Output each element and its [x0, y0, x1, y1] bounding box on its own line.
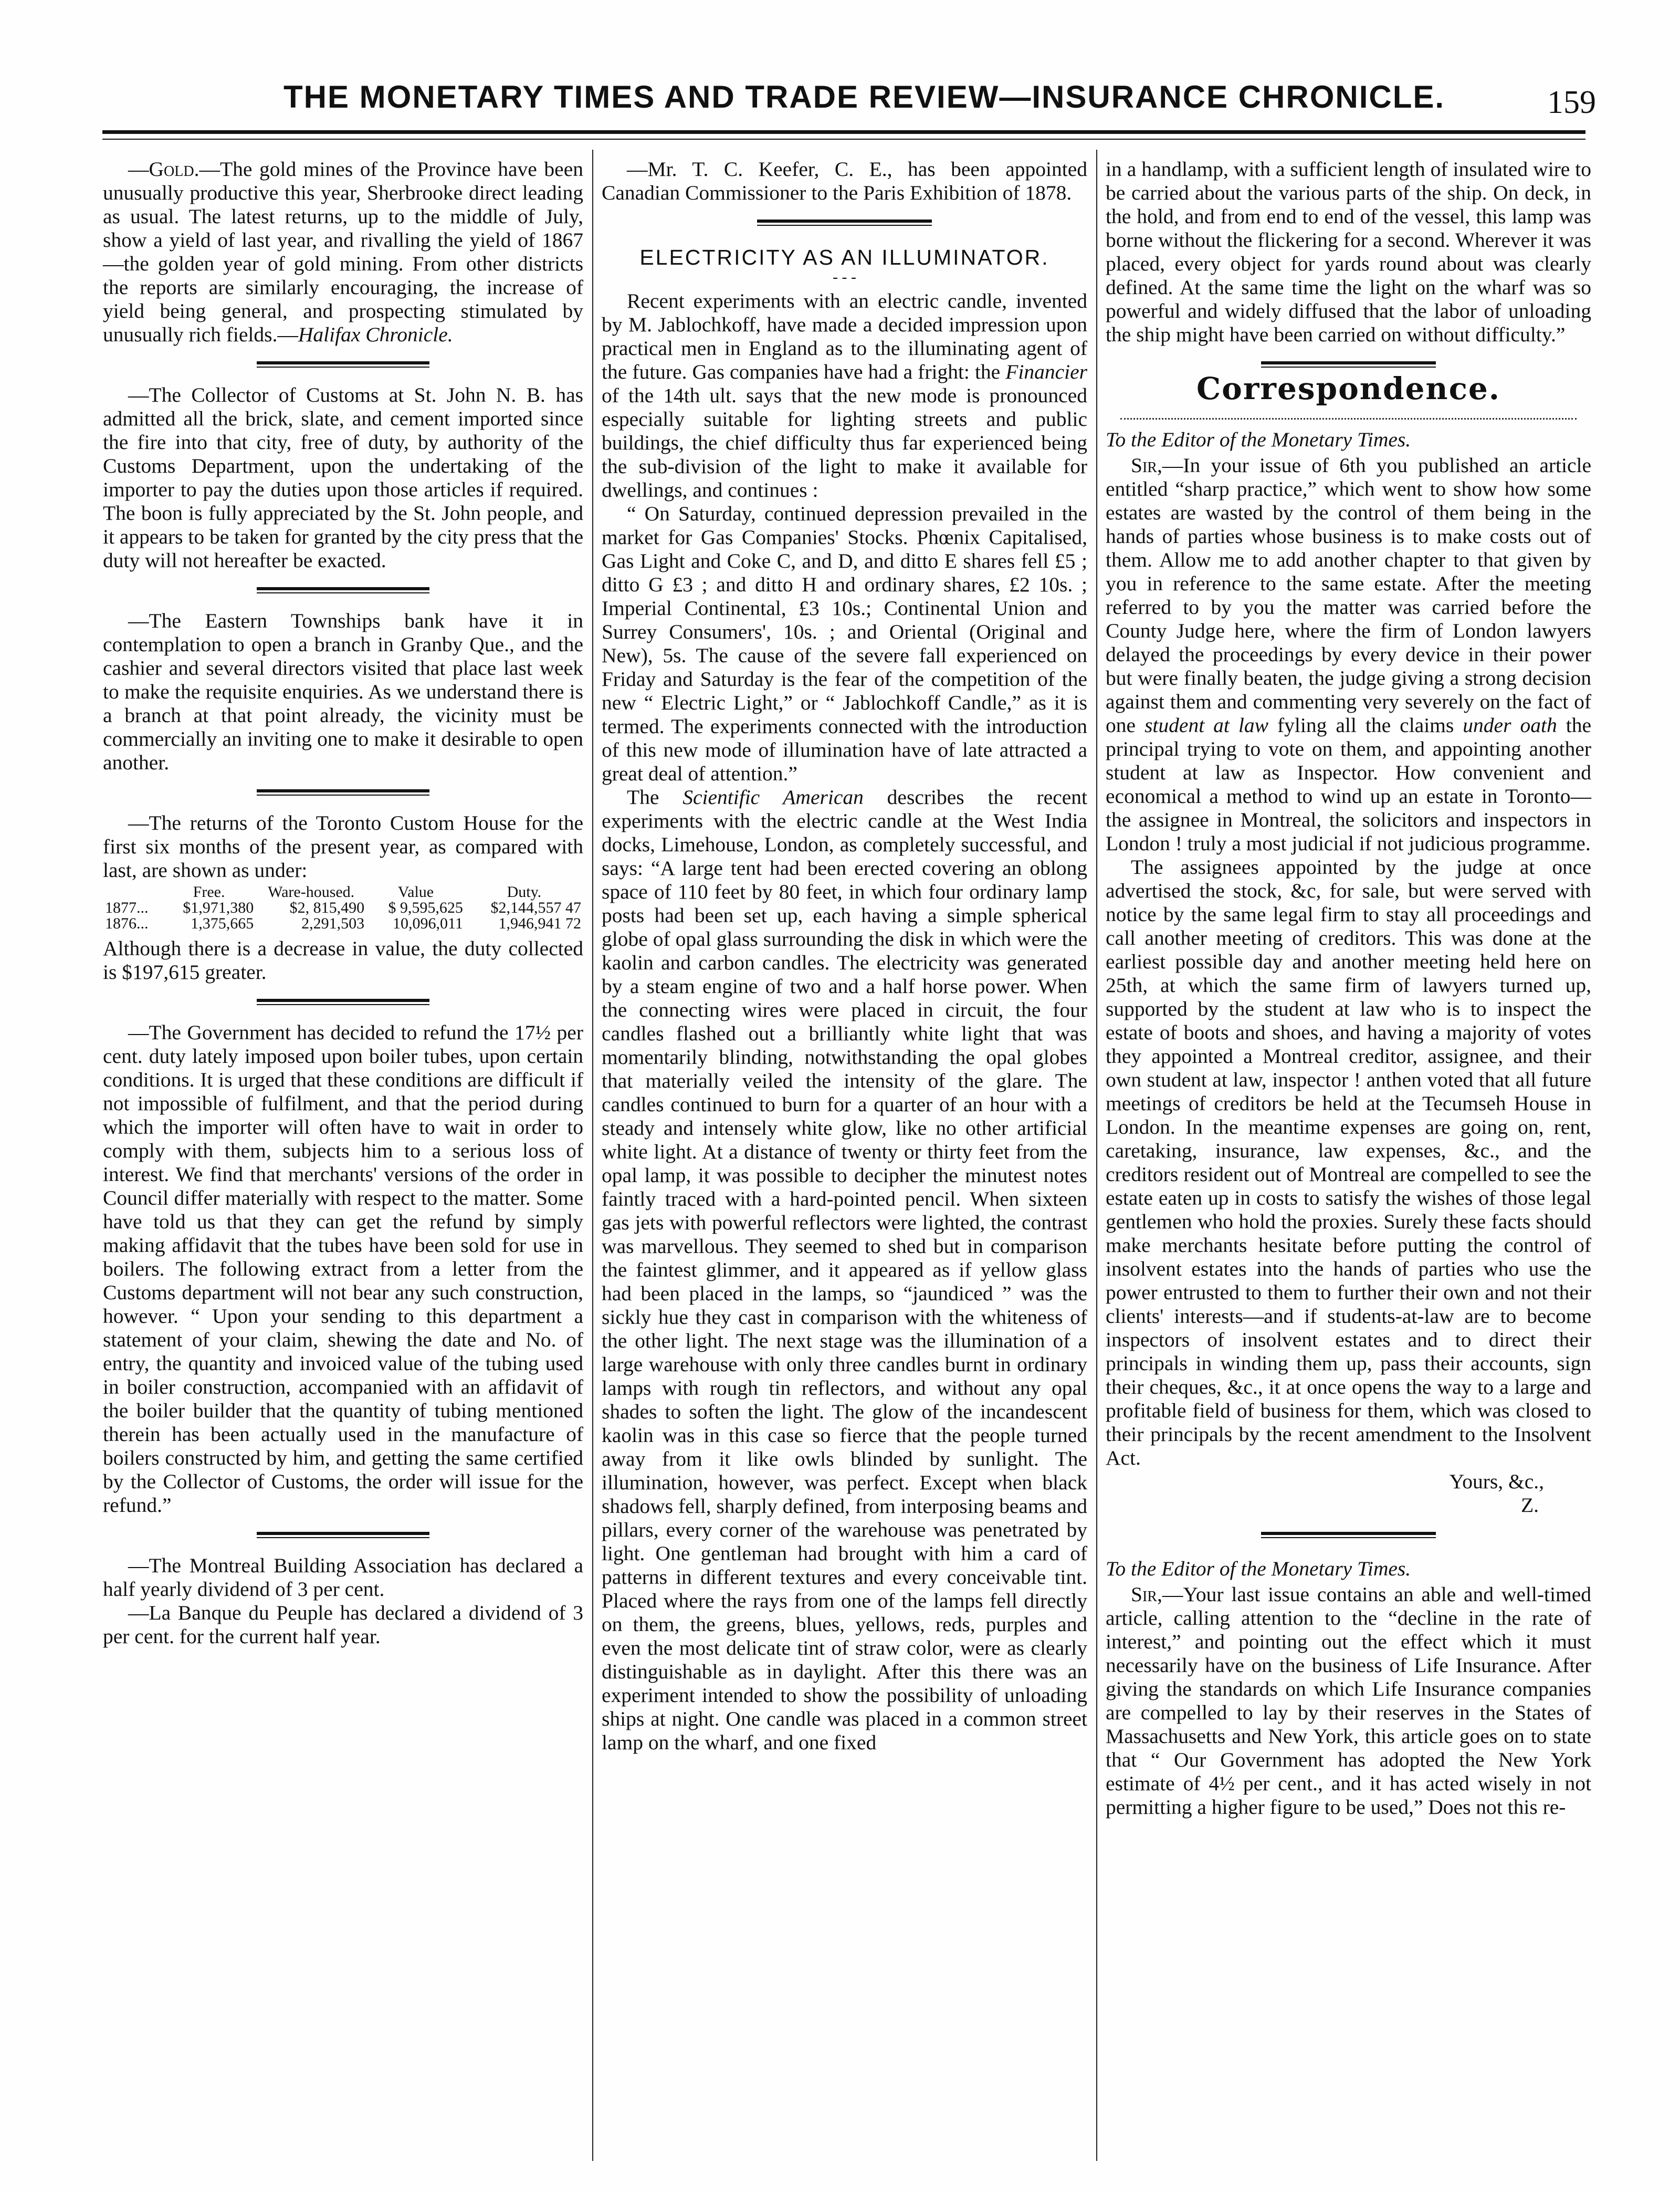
separator-rule	[1106, 1517, 1591, 1554]
separator-rule	[103, 347, 583, 383]
table-row	[103, 916, 583, 932]
gold-lead: —Gold.	[128, 158, 200, 181]
table-header	[103, 884, 162, 900]
text-run: —Your last issue contains an able and well-timed article, calling attention to the “decline in the rate of interest,” and pointing out the effect which it must necessarily have on the business of Life Insurance. After giving the standards on which Life Insurance companies are compelled to lay by their reserves in the States of Massachusetts and New York, this article goes on to state that “ Our Government has adopted the New York estimate of 4½ per cent., and it has acted wisely in not permitting a higher figure to be used,” Does not this re-	[1106, 1583, 1591, 1819]
separator-rule	[1106, 347, 1591, 362]
heading-ornament	[1120, 410, 1577, 420]
separator-rule	[103, 1517, 583, 1554]
column-1	[103, 158, 583, 1648]
table-cell: 10,096,011	[392, 915, 463, 932]
separator-rule	[103, 984, 583, 1021]
customs-stjohn-item: —The Collector of Customs at St. John N. B. has admitted all the brick, slate, and cement imported since the fire into that city, free of duty, by authority of the Customs Department, upon the undertaking of the importer to pay the duties upon those articles if required. The boon is fully appreciated by the St. John people, and it appears to be taken for granted by the city press that the duty will not hereafter be exacted.	[103, 383, 583, 572]
text-run: The	[627, 786, 683, 809]
montreal-building-item: —The Montreal Building Association has declared a half yearly dividend of 3 per cent.	[103, 1554, 583, 1601]
toronto-returns-note: Although there is a decrease in value, the duty collected is $197,615 greater.	[103, 937, 583, 984]
publication-title: THE MONETARY TIMES AND TRADE REVIEW—INSURANCE CHRONICLE.	[284, 79, 1445, 114]
gold-text: —The gold mines of the Province have been unusually productive this year, Sherbrooke direct leading as usual. The latest returns, up to the middle of July, show a yield of last year, and rivalling the yield of 1867—the golden year of gold mining. From other districts the reports are similarly encouraging, the increase of yield being general, and prospecting stimulated by unusually rich fields.—	[103, 158, 583, 346]
table-cell: 1877...	[105, 899, 149, 916]
financier-quote: “ On Saturday, continued depression prevailed in the market for Gas Companies' Stocks. Phœnix Capitalised, Gas Light and Coke C, and D, and ditto E shares fell £5 ; ditto G £3 ; and ditto H and ordinary shares, £2 10s. ; Imperial Continental, £3 10s.; Continental Union and Surrey Consumers', 10s. ; and Oriental (Original and New), 5s. The cause of the severe fall experienced on Friday and Saturday is the fear of the competition of the new “ Electric Light,” or “ Jablochkoff Candle,” as it is termed. The experiments connected with the introduction of this new mode of illumination have of late attracted a great deal of attention.”	[602, 502, 1087, 785]
gold-item	[103, 158, 583, 347]
boiler-refund-item: —The Government has decided to refund the 17½ per cent. duty lately imposed upon boiler tubes, upon certain conditions. It is urged that these conditions are difficult if not impossible of fulfilment, and that the period during which the importer will often have to wait in order to comply with them, subjects him to a serious loss of interest. We find that merchants' versions of the order in Council differ materially with respect to the matter. Some have told us that they can get the refund by simply making affidavit that the tubes have been sold for use in boilers. The following extract from a letter from the Customs department will not bear any such construction, however. “ Upon your sending to this department a statement of your claim, shewing the date and No. of entry, the quantity and invoiced value of the tubing used in boiler construction, accompanied with an affidavit of the boiler builder that the quantity of tubing mentioned therein has been actually used in the manufacture of boilers constructed by him, and getting the same certified by the Collector of Customs, the order will issue for the refund.”	[103, 1021, 583, 1517]
table-cell: $ 9,595,625	[388, 899, 463, 916]
editor-address-1: To the Editor of the Monetary Times.	[1106, 428, 1411, 451]
letter-1-paragraph-1	[1106, 454, 1591, 855]
toronto-returns-item: —The returns of the Toronto Custom House for the first six months of the present year, as compared with last, are shown as under:	[103, 811, 583, 882]
table-header: Value	[397, 883, 434, 901]
text-run: —In your issue of 6th you published an article entitled “sharp practice,” which went to show how some estates are wasted by the control of them being in the hands of parties whose business is to make costs out of them. Allow me to add another chapter to that given by you in reference to the same estate. After the meeting referred to by you the matter was carried before the County Judge here, where the firm of London lawyers delayed the proceedings by every device in their power but were finally beaten, the judge giving a strong decision against them and commenting very severely on the fact of one	[1106, 454, 1591, 737]
electricity-section-title: ELECTRICITY AS AN ILLUMINATOR.	[639, 245, 1049, 269]
banque-peuple-item: —La Banque du Peuple has declared a dividend of 3 per cent. for the current half year.	[103, 1601, 583, 1648]
column-divider-2	[1096, 150, 1097, 2161]
text-run: fyling all the claims	[1268, 714, 1463, 737]
table-header: Duty.	[507, 883, 542, 901]
table-cell: $1,971,380	[183, 899, 254, 916]
correspondence-heading: Correspondence.	[1196, 371, 1500, 406]
electricity-paragraph-1	[602, 289, 1087, 502]
header-rule-thick	[102, 130, 1586, 134]
emphasis: under oath	[1463, 714, 1557, 737]
table-header-row	[103, 884, 583, 900]
gold-source: Halifax Chronicle.	[298, 323, 453, 346]
column-3	[1106, 158, 1591, 1819]
section-dash: - - -	[833, 268, 856, 286]
salutation: Sir,	[1131, 1583, 1162, 1606]
electricity-paragraph-2	[602, 786, 1087, 1755]
letter-1-closing: Yours, &c.,	[1449, 1470, 1544, 1493]
electricity-continuation: in a handlamp, with a sufficient length of insulated wire to be carried about the various parts of the ship. On deck, in the hold, and from end to end of the vessel, this lamp was borne without the flickering for a second. Wherever it was placed, every object for yards round about was clearly defined. At the same time the light on the wharf was so powerful and widely diffused that the labor of unloading the ship might have been carried on without difficulty.”	[1106, 158, 1591, 346]
separator-rule	[602, 205, 1087, 242]
emphasis: student at law	[1144, 714, 1268, 737]
table-cell: 2,291,503	[301, 915, 365, 932]
column-divider-1	[592, 150, 593, 2161]
table-header: Free.	[193, 883, 225, 901]
header-rule-thin	[102, 139, 1586, 140]
keefer-item: —Mr. T. C. Keefer, C. E., has been appointed Canadian Commissioner to the Paris Exhibition of 1878.	[602, 158, 1087, 204]
financier-title: Financier	[1005, 360, 1087, 383]
eastern-townships-item: —The Eastern Townships bank have it in contemplation to open a branch in Granby Que., and the cashier and several directors visited that place last week to make the requisite enquiries. As we understand there is a branch at that point already, the vicinity must be commercially an inviting one to make it desirable to open another.	[103, 609, 583, 774]
table-cell: $2,144,557 47	[490, 899, 581, 916]
letter-1-signature: Z.	[1520, 1494, 1539, 1517]
table-header: Ware-housed.	[268, 883, 355, 901]
separator-rule	[103, 572, 583, 609]
letter-1-paragraph-2: The assignees appointed by the judge at once advertised the stock, &c, for sale, but were served with notice by the same legal firm to stay all proceedings and call another meeting of creditors. This was done at the earliest possible day and another meeting held here on 25th, at which the same firm of lawyers turned up, supported by the student at law who is to inspect the estate of boots and shoes, and having a majority of votes they appointed a Montreal creditor, assignee, and their own student at law, inspector ! anthen voted that all future meetings of creditors be held at the Tecumseh House in London. In the meantime expenses are going on, rent, caretaking, insurance, law expenses, &c., and the creditors resident out of Montreal are compelled to see the estate eaten up in costs to satisfy the wishes of those legal gentlemen who hold the proxies. Surely these facts should make merchants hesitate before putting the control of insolvent estates into the hands of parties who use the power entrusted to them to further their own and not their clients' interests—and if students-at-law are to become inspectors of insolvent estates and to direct their principals in winding them up, pass their accounts, sign their cheques, &c., it at once opens the way to a large and profitable field of business for them, which was closed to their principals by the recent amendment to the Insolvent Act.	[1106, 855, 1591, 1469]
text-run: describes the recent experiments with the electric candle at the West India docks, Limehouse, London, as completely successful, and says: “A large tent had been erected covering an oblong space of 110 feet by 80 feet, in which four ordinary lamp posts had been set up, each having a simple spherical globe of opal glass surrounding the disk in which were the kaolin and carbon candles. The electricity was generated by a steam engine of two and a half horse power. When the connecting wires were placed in circuit, the four candles flashed out a brilliantly white light that was momentarily blinding, notwithstanding the opal globes that materially veiled the intensity of the glare. The candles continued to burn for a quarter of an hour with a steady and intensely white glow, like no other artificial white light. At a distance of twenty or thirty feet from the opal lamp, it was possible to decipher the minutest notes faintly traced with a hard-pointed pencil. When sixteen gas jets with powerful reflectors were lighted, the contrast was marvellous. They seemed to shed but in comparison the faintest glimmer, and it appeared as if yellow glass had been placed in the lamps, so “jaundiced ” was the sickly hue they cast in comparison with the whiteness of the other light. The next stage was the illumination of a large warehouse with only three candles burnt in ordinary lamps with rough tin reflectors, and without any opal shades to soften the light. The glow of the incandescent kaolin was in this case so fierce that the people turned away from it like owls blinded by sunlight. The illumination, however, was perfect. Except when black shadows fell, sharply defined, from interposing beams and pillars, every corner of the warehouse was penetrated by light. One gentleman had brought with him a card of patterns in different textures and every conceivable tint. Placed where the rays from one of the lamps fell directly on them, the greens, blues, yellows, reds, purples and even the most delicate tint of straw color, were as clearly distinguishable as in daylight. After this there was an experiment intended to show the possibility of unloading ships at night. One candle was placed in a common street lamp on the wharf, and one fixed	[602, 786, 1088, 1754]
table-cell: 1,375,665	[191, 915, 254, 932]
customs-returns-table	[103, 884, 583, 932]
salutation: Sir,	[1131, 454, 1162, 477]
editor-address-2: To the Editor of the Monetary Times.	[1106, 1557, 1411, 1580]
table-cell: $2, 815,490	[289, 899, 365, 916]
scientific-american-title: Scientific American	[682, 786, 864, 809]
text-run: the principal trying to vote on them, and appointing another student at law as Inspector. How convenient and economical a method to wind up an estate in Toronto—the assignee in Montreal, the solicitors and inspectors in London ! truly a most judicial if not judicious programme.	[1106, 714, 1591, 855]
separator-rule	[103, 775, 583, 811]
table-cell: 1876...	[105, 915, 149, 932]
column-2	[602, 158, 1087, 1755]
letter-2-paragraph	[1106, 1583, 1591, 1819]
page-number: 159	[1547, 85, 1596, 120]
table-cell: 1,946,941 72	[498, 915, 581, 932]
table-row	[103, 900, 583, 916]
page-header	[84, 79, 1596, 126]
text-run: of the 14th ult. says that the new mode is pronounced especially suitable for lighting streets and public buildings, the chief difficulty thus far experienced being the sub-division of the light to make it available for dwellings, and continues :	[602, 384, 1087, 502]
text-run: Recent experiments with an electric candle, invented by M. Jablochkoff, have made a decided impression upon practical men in England as to the illuminating agent of the future. Gas companies have had a fright: the	[602, 289, 1087, 383]
